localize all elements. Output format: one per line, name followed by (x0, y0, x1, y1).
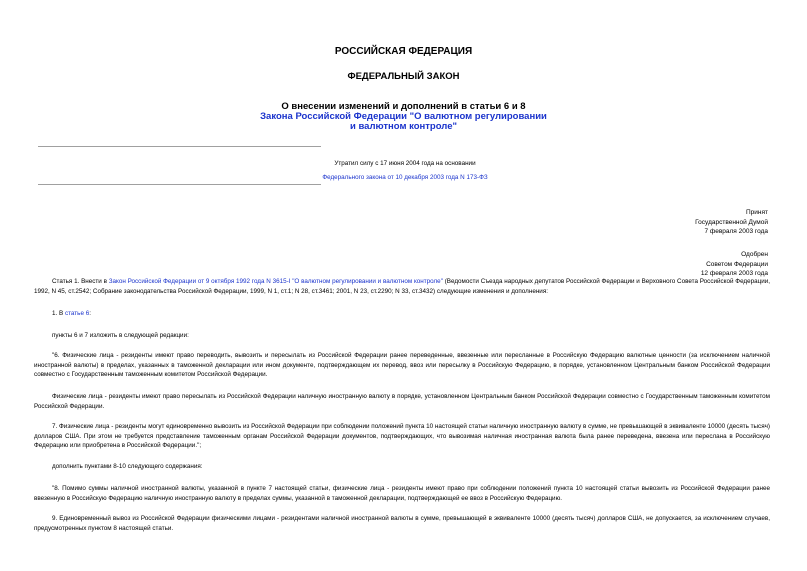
law-kind-heading: ФЕДЕРАЛЬНЫЙ ЗАКОН (347, 71, 460, 82)
paragraph-7: "8. Помимо суммы наличной иностранной валюты, указанной в пункте 7 настоящей статьи, физические лица - резиденты имеют право при соблюдении положений пункта 10 настоящей статьи вывозить из Российской Федерации ранее ввезенную в Российскую Федерацию наличную иностранную валюту в пределах суммы, указанной в таможенной декларации, подтверждающей ее ввоз в Российскую Федерацию. (34, 485, 770, 502)
council-name: Советом Федерации (706, 260, 768, 268)
duma-adoption-block (568, 208, 768, 237)
paragraph-6: дополнить пунктами 8-10 следующего содержания: (52, 463, 203, 470)
paragraph-3: "6. Физические лица - резиденты имеют право переводить, вывозить и пересылать из Российской Федерации ранее переведенные, ввезенные или пересланные в Российскую Федерацию валютные ценности (за исключением наличной иностранной валюты) в пределах, указанных в таможенной декларации или ином документе, подтверждающем их перевод, ввоз или пересылку в Российскую Федерацию, в порядке, установленном Центральным банком Российской Федерации совместно с Государственным таможенным комитетом Российской Федерации. (34, 352, 770, 379)
duma-name: Государственной Думой (695, 218, 768, 226)
council-approved: Одобрен (741, 251, 768, 258)
bottom-divider (38, 184, 321, 185)
repeal-notice-link[interactable]: Федерального закона от 10 декабря 2003 года N 173-ФЗ (322, 174, 488, 181)
title-link-line-2[interactable]: Закона Российской Федерации "О валютном регулировании (260, 111, 547, 122)
council-approval-block (568, 250, 768, 279)
law-reference-link[interactable]: Закон Российской Федерации от 9 октября 1992 года N 3615-I "О валютном регулировании и валютном контроле" (108, 278, 443, 285)
item-1-start: 1. В (52, 310, 65, 317)
repeal-notice-text: Утратил силу с 17 июня 2004 года на основании (334, 160, 476, 167)
top-divider (38, 146, 321, 147)
article-1-end: (Ведомости Съезда народных депутатов Российской Федерации и Верховного Совета Российской Федерации, 1992, N 45, ст.2542; Собрание законодательства Российской Федерации, 1999, N 1, ст.1; N 28, ст.3461; 2001, N 23, ст.2290; N 33, ст.3432) следующие изменения и дополнения: (34, 278, 771, 295)
article-1-start: Статья 1. Внести в (52, 278, 109, 285)
title-link-line-3[interactable]: и валютном контроле" (349, 121, 457, 132)
council-date: 12 февраля 2003 года (700, 270, 768, 277)
item-1-paragraph (34, 309, 770, 319)
duma-date: 7 февраля 2003 года (704, 228, 768, 235)
article-1-paragraph (34, 277, 770, 296)
law-title (0, 102, 807, 132)
repeal-notice (300, 157, 510, 185)
country-heading: РОССИЙСКАЯ ФЕДЕРАЦИЯ (334, 46, 473, 57)
title-line-1: О внесении изменений и дополнений в статьи 6 и 8 (281, 101, 526, 112)
paragraph-4: Физические лица - резиденты имеют право пересылать из Российской Федерации наличную иностранную валюту в порядке, установленном Центральным банком Российской Федерации совместно с Государственным таможенным комитетом Российской Федерации. (34, 393, 770, 410)
paragraph-2: пункты 6 и 7 изложить в следующей редакции: (52, 332, 189, 339)
duma-adopted: Принят (745, 209, 768, 216)
item-1-end: : (89, 310, 91, 317)
article-6-link[interactable]: статье 6 (64, 310, 90, 317)
paragraph-5: 7. Физические лица - резиденты могут единовременно вывозить из Российской Федерации при соблюдении положений пункта 10 настоящей статьи наличную иностранную валюту в сумме, не превышающей в эквиваленте 10000 (десять тысяч) долларов США. При этом не требуется представление таможенным органам Российской Федерации документов, подтверждающих, что вывозимая наличная иностранная валюта была ранее переведена, ввезена или переслана в Российскую Федерацию или приобретена в Российской Федерации."; (34, 423, 770, 450)
paragraph-8: 9. Единовременный вывоз из Российской Федерации физическими лицами - резидентами наличной иностранной валюты в сумме, превышающей в эквиваленте 10000 (десять тысяч) долларов США, не допускается, за исключением случаев, предусмотренных пунктом 8 настоящей статьи. (34, 515, 770, 532)
